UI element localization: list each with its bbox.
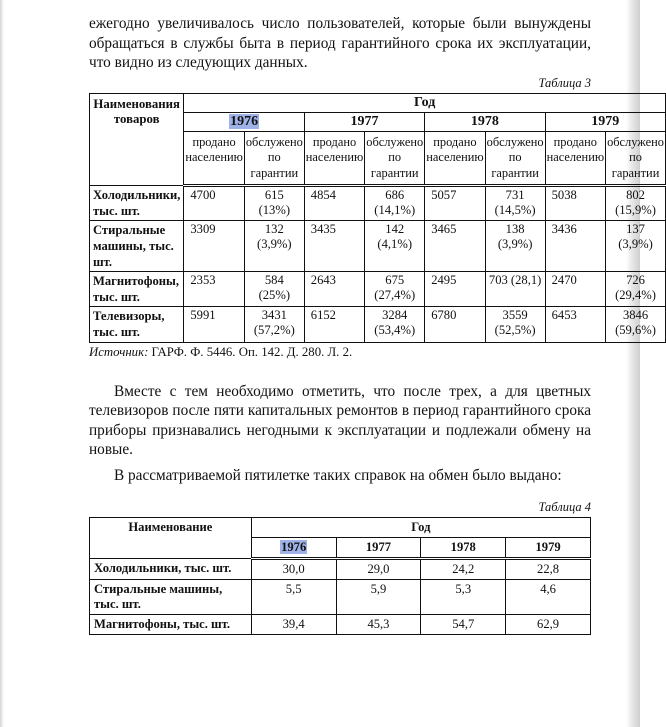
row-name: Магнитофоны, тыс. шт. — [90, 272, 184, 307]
cell-value: 30,0 — [251, 558, 336, 579]
paragraph-2: В рассматриваемой пятилетке таких справок на обмен было выдано: — [114, 467, 562, 484]
sub-serviced: обслужено по гарантии — [485, 131, 545, 186]
cell-sold: 5991 — [184, 307, 244, 342]
cell-sold: 6780 — [425, 307, 485, 342]
cell-sold: 5057 — [425, 186, 485, 221]
cell-value: 5,3 — [421, 579, 506, 614]
cell-serviced: 132 (3,9%) — [244, 221, 304, 272]
cell-serviced: 3846 (59,6%) — [606, 307, 666, 342]
cell-serviced: 142 (4,1%) — [365, 221, 425, 272]
row-name: Стиральные машины, тыс. шт. — [90, 579, 252, 614]
row-name: Стиральные машины, тыс. шт. — [90, 221, 184, 272]
highlighted-year: 1976 — [281, 539, 307, 554]
highlighted-year: 1976 — [230, 113, 259, 129]
table-4 — [89, 517, 591, 635]
cell-value: 39,4 — [251, 614, 336, 634]
cell-serviced: 675 (27,4%) — [365, 272, 425, 307]
cell-serviced: 138 (3,9%) — [485, 221, 545, 272]
paragraph-1: Вместе с тем необходимо отметить, что после трех, а для цветных телевизоров после пяти капитальных ремонтов в период гарантийного срока приборы признавались негодными к эксплуатации и подлежали обмену на новые. — [89, 382, 591, 459]
source-label: Источник: — [89, 344, 149, 359]
cell-sold: 4854 — [304, 186, 364, 221]
sub-sold: продано населению — [304, 131, 364, 186]
table3-row — [90, 221, 666, 272]
cell-sold: 4700 — [184, 186, 244, 221]
table4-row — [90, 614, 591, 634]
cell-serviced: 3284 (53,4%) — [365, 307, 425, 342]
intro-paragraph: ежегодно увеличивалось число пользователей, которые были вынуждены обращаться в службы быта в период гарантийного срока их эксплуатации, что видно из следующих данных. — [89, 15, 591, 72]
sub-sold: продано населению — [184, 131, 244, 186]
sub-sold: продано населению — [545, 131, 605, 186]
table3-source — [89, 345, 591, 360]
cell-sold: 2470 — [545, 272, 605, 307]
cell-serviced: 137 (3,9%) — [606, 221, 666, 272]
table4-caption: Таблица 4 — [538, 499, 591, 514]
cell-sold: 3435 — [304, 221, 364, 272]
source-text: ГАРФ. Ф. 5446. Оп. 142. Д. 280. Л. 2. — [151, 344, 353, 359]
table3-row — [90, 307, 666, 342]
row-name: Магнитофоны, тыс. шт. — [90, 614, 252, 634]
row-name: Холодильники, тыс. шт. — [90, 558, 252, 579]
cell-serviced: 3559 (52,5%) — [485, 307, 545, 342]
table4-year-1979: 1979 — [506, 537, 591, 558]
cell-sold: 3309 — [184, 221, 244, 272]
document-page — [89, 0, 664, 635]
cell-value: 5,9 — [336, 579, 421, 614]
sub-serviced: обслужено по гарантии — [365, 131, 425, 186]
table4-year-header: Год — [251, 517, 590, 537]
cell-value: 62,9 — [506, 614, 591, 634]
table3-year-1976 — [184, 112, 304, 131]
table3-year-header: Год — [184, 93, 666, 112]
table4-year-1976 — [251, 537, 336, 558]
cell-sold: 3436 — [545, 221, 605, 272]
table4-year-1977: 1977 — [336, 537, 421, 558]
table3-year-1979: 1979 — [545, 112, 665, 131]
cell-value: 4,6 — [506, 579, 591, 614]
table3-caption: Таблица 3 — [538, 75, 591, 90]
cell-value: 5,5 — [251, 579, 336, 614]
cell-serviced: 703 (28,1) — [485, 272, 545, 307]
cell-sold: 6152 — [304, 307, 364, 342]
table-3 — [89, 93, 666, 343]
table3-name-header: Наименования товаров — [90, 93, 184, 186]
table4-header-row — [90, 517, 591, 537]
cell-sold: 2643 — [304, 272, 364, 307]
cell-sold: 6453 — [545, 307, 605, 342]
table3-year-1977: 1977 — [304, 112, 424, 131]
table4-name-header: Наименование — [90, 517, 252, 558]
table3-header-row — [90, 93, 666, 112]
table3-year-1978: 1978 — [425, 112, 545, 131]
cell-sold: 3465 — [425, 221, 485, 272]
table3-row — [90, 272, 666, 307]
table4-row — [90, 558, 591, 579]
cell-value: 45,3 — [336, 614, 421, 634]
page-left-edge — [0, 0, 4, 727]
table4-row — [90, 579, 591, 614]
sub-sold: продано населению — [425, 131, 485, 186]
cell-value: 22,8 — [506, 558, 591, 579]
cell-value: 24,2 — [421, 558, 506, 579]
cell-sold: 2353 — [184, 272, 244, 307]
table4-year-1978: 1978 — [421, 537, 506, 558]
cell-serviced: 3431 (57,2%) — [244, 307, 304, 342]
sub-serviced: обслужено по гарантии — [244, 131, 304, 186]
row-name: Телевизоры, тыс. шт. — [90, 307, 184, 342]
cell-serviced: 731 (14,5%) — [485, 186, 545, 221]
cell-serviced: 726 (29,4%) — [606, 272, 666, 307]
cell-value: 54,7 — [421, 614, 506, 634]
cell-serviced: 802 (15,9%) — [606, 186, 666, 221]
cell-serviced: 686 (14,1%) — [365, 186, 425, 221]
cell-value: 29,0 — [336, 558, 421, 579]
row-name: Холодильники, тыс. шт. — [90, 186, 184, 221]
cell-serviced: 615 (13%) — [244, 186, 304, 221]
cell-sold: 2495 — [425, 272, 485, 307]
cell-serviced: 584 (25%) — [244, 272, 304, 307]
sub-serviced: обслужено по гарантии — [606, 131, 666, 186]
cell-sold: 5038 — [545, 186, 605, 221]
table3-row — [90, 186, 666, 221]
